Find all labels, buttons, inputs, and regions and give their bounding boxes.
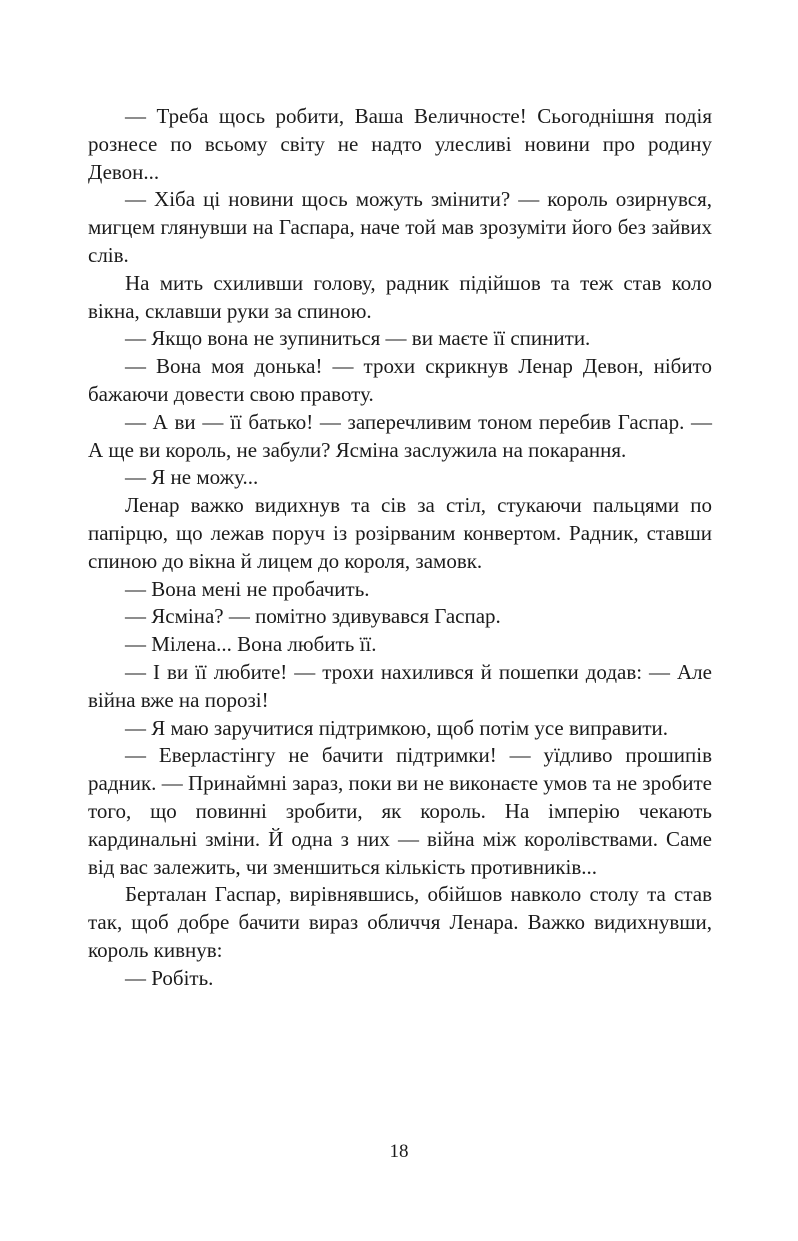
paragraph: — Ясміна? — помітно здивувався Гаспар. xyxy=(125,604,501,629)
paragraph: — Вона моя донька! — трохи скрикнув Ленар Девон, нібито бажаючи довести свою правоту. xyxy=(88,354,712,406)
paragraph: — Еверластінгу не бачити підтримки! — уїдливо прошипів радник. — Принаймні зараз, поки ви не виконаєте умов та не зробите того, що повинні зробити, як король. На імперію чекають кардинальні зміни. Й одна з них — війна між королівствами. Саме від вас залежить, чи зменшиться кількість противників... xyxy=(88,743,712,879)
paragraph: — Хіба ці новини щось можуть змінити? — король озирнувся, мигцем глянувши на Гаспара, наче той мав зрозуміти його без зайвих слів. xyxy=(88,187,712,267)
paragraph: Ленар важко видихнув та сів за стіл, стукаючи пальцями по папірцю, що лежав поруч із розірваним конвертом. Радник, ставши спиною до вікна й лицем до короля, замовк. xyxy=(88,493,712,573)
paragraph: — А ви — її батько! — заперечливим тоном перебив Гаспар. — А ще ви король, не забули? Ясміна заслужила на покарання. xyxy=(88,409,712,462)
paragraph: Берталан Гаспар, вирівнявшись, обійшов навколо столу та став так, щоб добре бачити вираз обличчя Ленара. Важко видихнувши, король кивнув: xyxy=(88,882,712,962)
text-block xyxy=(88,103,712,993)
paragraph: — Вона мені не пробачить. xyxy=(125,576,370,601)
paragraph: На мить схиливши голову, радник підійшов та теж став коло вікна, склавши руки за спиною. xyxy=(88,270,712,323)
paragraph: — Я маю заручитися підтримкою, щоб потім усе виправити. xyxy=(125,715,669,740)
paragraph: — Робіть. xyxy=(125,965,214,990)
paragraph: — Треба щось робити, Ваша Величносте! Сьогоднішня подія рознесе по всьому світу не надто улесливі новини про родину Девон... xyxy=(88,104,712,184)
paragraph: — Якщо вона не зупиниться — ви маєте її спинити. xyxy=(125,326,591,351)
paragraph: — І ви її любите! — трохи нахилився й пошепки додав: — Але війна вже на порозі! xyxy=(88,659,712,712)
paragraph: — Я не можу... xyxy=(125,465,259,490)
page-number: 18 xyxy=(389,1141,409,1162)
paragraph: — Мілена... Вона любить її. xyxy=(125,632,377,657)
